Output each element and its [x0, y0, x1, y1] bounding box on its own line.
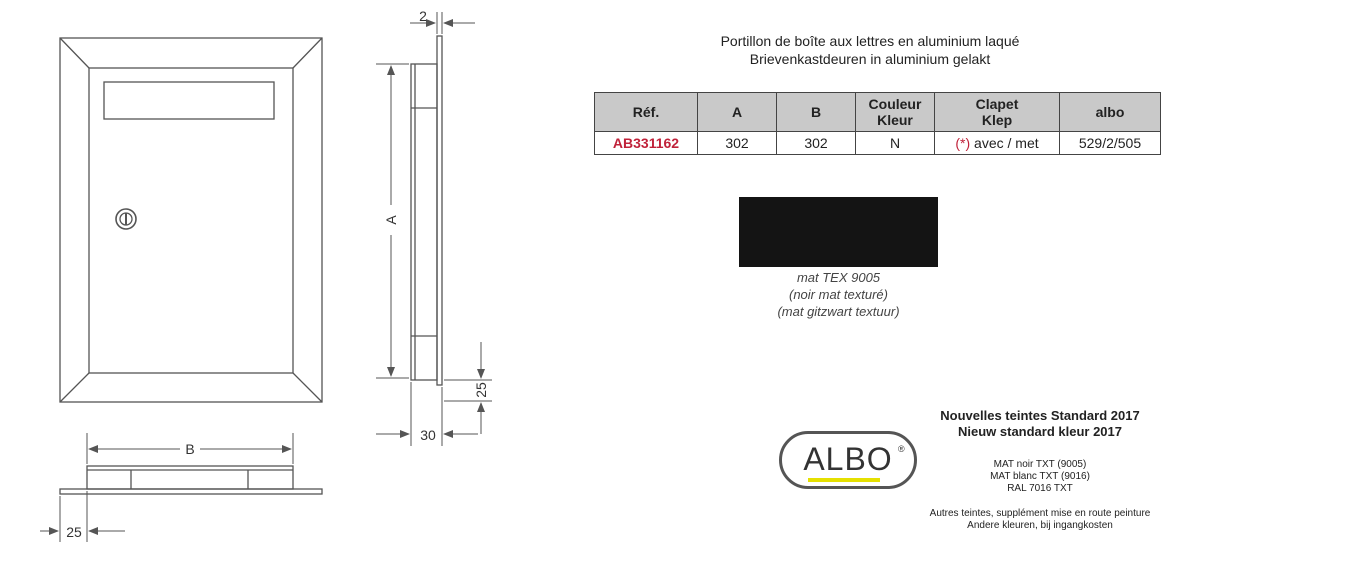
dim-b-label: B	[185, 441, 195, 457]
title-fr: Portillon de boîte aux lettres en aluminium laqué	[720, 33, 1020, 49]
swatch-caption-fr: (noir mat texturé)	[789, 287, 888, 302]
col-albo-header: albo	[1060, 93, 1161, 132]
swatch-caption	[739, 269, 938, 320]
cell-color: N	[856, 132, 935, 155]
dim-a-label: A	[383, 215, 399, 225]
logo-text: ALBO	[803, 441, 893, 477]
spec-table	[594, 92, 1161, 155]
albo-logo	[779, 431, 917, 489]
cell-a: 302	[698, 132, 777, 155]
dim-side-flange-label: 25	[473, 382, 489, 398]
table-header-row	[595, 93, 1161, 132]
door-side-view	[411, 36, 442, 385]
door-front-outer-frame	[60, 38, 322, 402]
technical-drawing	[0, 0, 560, 580]
swatch-caption-code: mat TEX 9005	[796, 270, 881, 285]
color-swatch	[739, 197, 938, 267]
cell-albo: 529/2/505	[1060, 132, 1161, 155]
list-item: RAL 7016 TXT	[1007, 483, 1073, 494]
dim-side-width-label: 30	[420, 427, 436, 443]
note-nl: Andere kleuren, bij ingangkosten	[967, 520, 1113, 531]
col-color-header: Couleur Kleur	[856, 93, 935, 132]
logo-accent-bar	[808, 478, 880, 482]
flap-text: avec / met	[970, 135, 1039, 151]
list-item: MAT noir TXT (9005)	[993, 459, 1087, 470]
flap-star: (*)	[955, 135, 971, 151]
other-colors-note	[910, 508, 1170, 532]
col-b-header: B	[777, 93, 856, 132]
cell-ref: AB331162	[595, 132, 698, 155]
cell-flap	[935, 132, 1060, 155]
cell-b: 302	[777, 132, 856, 155]
new-colors-heading	[910, 408, 1170, 440]
dim-depth-label: 2	[419, 8, 427, 24]
note-fr: Autres teintes, supplément mise en route peinture	[929, 508, 1151, 519]
document-title	[620, 32, 1120, 68]
logo-registered: ®	[898, 444, 905, 454]
list-item: MAT blanc TXT (9016)	[990, 471, 1090, 482]
swatch-caption-nl: (mat gitzwart textuur)	[777, 304, 900, 319]
name-window	[104, 82, 274, 119]
title-nl: Brievenkastdeuren in aluminium gelakt	[749, 51, 991, 67]
heading-nl: Nieuw standard kleur 2017	[957, 424, 1122, 439]
heading-fr: Nouvelles teintes Standard 2017	[940, 408, 1140, 423]
dim-bottom-flange-label: 25	[66, 524, 82, 540]
standard-colors-list	[910, 459, 1170, 495]
col-ref-header: Réf.	[595, 93, 698, 132]
table-row	[595, 132, 1161, 155]
door-bottom-view	[60, 466, 322, 494]
col-a-header: A	[698, 93, 777, 132]
lock-icon	[116, 209, 136, 229]
col-flap-header: Clapet Klep	[935, 93, 1060, 132]
